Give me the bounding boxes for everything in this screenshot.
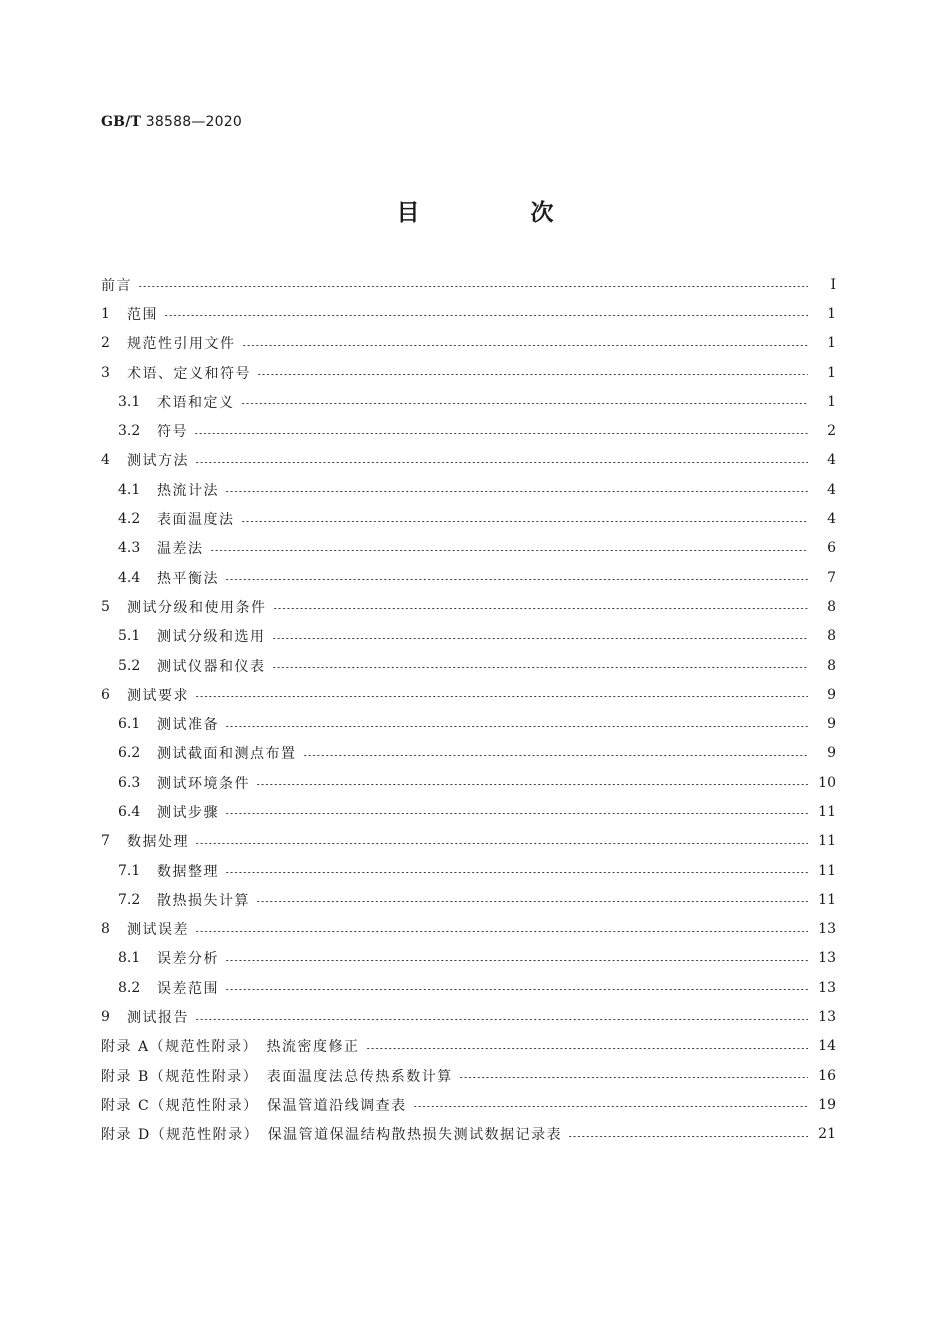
toc-entry-page: 13 — [818, 979, 836, 996]
dot-leader — [225, 989, 808, 990]
standard-code: 38588—2020 — [145, 114, 242, 130]
toc-entry-number: 3 — [101, 364, 110, 381]
dot-leader — [225, 579, 808, 580]
dot-leader — [568, 1136, 808, 1137]
toc-entry-label: 测试步骤 — [157, 804, 219, 821]
toc-entry[interactable] — [101, 768, 836, 797]
toc-entry[interactable] — [101, 563, 836, 592]
toc-entry-number: 6.2 — [118, 745, 141, 762]
toc-entry-label: 测试准备 — [157, 717, 219, 734]
toc-entry-page: 1 — [827, 364, 836, 381]
toc-entry-page: 21 — [818, 1126, 836, 1143]
toc-entry-label: 附录 D（规范性附录） 保温管道保温结构散热损失测试数据记录表 — [101, 1127, 563, 1144]
toc-entry[interactable] — [101, 592, 836, 621]
toc-entry-page: 9 — [827, 686, 836, 703]
toc-entry-number: 8 — [101, 921, 110, 938]
dot-leader — [273, 608, 809, 609]
toc-entry-number: 3.1 — [118, 393, 141, 410]
dot-leader — [366, 1048, 808, 1049]
toc-entry-label: 测试要求 — [127, 687, 189, 704]
toc-entry-page: 4 — [827, 481, 836, 498]
toc-entry[interactable] — [101, 651, 836, 680]
toc-entry-page: 11 — [818, 803, 836, 820]
toc-entry[interactable] — [101, 358, 836, 387]
toc-entry-page: Ⅰ — [830, 276, 836, 293]
toc-entry-page: 9 — [827, 716, 836, 733]
toc-entry-label: 测试环境条件 — [157, 775, 250, 792]
toc-entry-number: 8.2 — [118, 979, 141, 996]
toc-entry[interactable] — [101, 739, 836, 768]
toc-entry-label: 数据整理 — [157, 863, 219, 880]
toc-entry-page: 10 — [818, 774, 836, 791]
toc-entry-label: 测试方法 — [127, 453, 189, 470]
toc-entry-label: 测试仪器和仪表 — [157, 658, 266, 675]
toc-entry-label: 术语和定义 — [157, 394, 235, 411]
toc-entry-label: 误差分析 — [157, 951, 219, 968]
dot-leader — [256, 901, 808, 902]
table-of-contents — [101, 270, 836, 1149]
toc-entry-number: 6.4 — [118, 803, 141, 820]
toc-entry-label: 规范性引用文件 — [127, 336, 236, 353]
toc-entry[interactable] — [101, 416, 836, 445]
toc-entry-number: 4.1 — [118, 481, 141, 498]
toc-entry[interactable] — [101, 1032, 836, 1061]
toc-entry-label: 附录 B（规范性附录） 表面温度法总传热系数计算 — [101, 1068, 453, 1085]
toc-entry-label: 术语、定义和符号 — [127, 365, 251, 382]
toc-entry-label: 前言 — [101, 277, 132, 294]
dot-leader — [241, 403, 809, 404]
page-title: 目 次 — [396, 200, 598, 226]
toc-entry-label: 散热损失计算 — [157, 892, 250, 909]
toc-entry-label: 测试误差 — [127, 922, 189, 939]
toc-entry[interactable] — [101, 1120, 836, 1149]
dot-leader — [225, 726, 808, 727]
dot-leader — [256, 784, 808, 785]
toc-entry[interactable] — [101, 387, 836, 416]
dot-leader — [303, 755, 809, 756]
toc-entry[interactable] — [101, 973, 836, 1002]
toc-entry[interactable] — [101, 856, 836, 885]
dot-leader — [138, 286, 808, 287]
toc-entry[interactable] — [101, 915, 836, 944]
dot-leader — [272, 667, 809, 668]
toc-entry-number: 7 — [101, 833, 110, 850]
toc-entry[interactable] — [101, 680, 836, 709]
toc-entry-number: 6.1 — [118, 716, 141, 733]
toc-entry[interactable] — [101, 270, 836, 299]
toc-entry[interactable] — [101, 885, 836, 914]
toc-entry-page: 8 — [827, 657, 836, 674]
toc-entry-page: 4 — [827, 511, 836, 528]
toc-entry-label: 热平衡法 — [157, 570, 219, 587]
toc-entry-number: 6 — [101, 686, 110, 703]
toc-entry-label: 符号 — [157, 424, 188, 441]
toc-entry-number: 7.2 — [118, 891, 141, 908]
toc-entry-label: 范围 — [127, 306, 158, 323]
toc-entry-label: 温差法 — [157, 541, 204, 558]
standard-prefix: GB/T — [101, 114, 142, 130]
toc-entry-page: 19 — [818, 1096, 836, 1113]
toc-entry-page: 11 — [818, 862, 836, 879]
toc-entry-number: 6.3 — [118, 774, 141, 791]
toc-entry-page: 1 — [827, 335, 836, 352]
dot-leader — [225, 491, 808, 492]
standard-number — [101, 114, 242, 130]
toc-entry-number: 5 — [101, 598, 110, 615]
toc-entry[interactable] — [101, 504, 836, 533]
toc-entry-label: 热流计法 — [157, 482, 219, 499]
toc-entry[interactable] — [101, 534, 836, 563]
toc-entry-page: 4 — [827, 452, 836, 469]
dot-leader — [195, 462, 808, 463]
toc-entry-label: 测试分级和选用 — [157, 629, 266, 646]
toc-entry-number: 3.2 — [118, 423, 141, 440]
dot-leader — [164, 315, 808, 316]
dot-leader — [413, 1106, 808, 1107]
toc-entry-number: 8.1 — [118, 950, 141, 967]
toc-entry[interactable] — [101, 1090, 836, 1119]
toc-entry-page: 9 — [827, 745, 836, 762]
toc-entry-label: 附录 C（规范性附录） 保温管道沿线调查表 — [101, 1097, 407, 1114]
toc-entry-page: 14 — [818, 1038, 836, 1055]
toc-entry-page: 6 — [827, 540, 836, 557]
toc-entry-page: 16 — [818, 1067, 836, 1084]
dot-leader — [225, 960, 808, 961]
toc-entry-number: 4.4 — [118, 569, 141, 586]
toc-entry-number: 4 — [101, 452, 110, 469]
dot-leader — [241, 521, 809, 522]
toc-entry-page: 13 — [818, 950, 836, 967]
toc-entry[interactable] — [101, 709, 836, 738]
toc-entry[interactable] — [101, 299, 836, 328]
toc-entry-page: 11 — [818, 891, 836, 908]
toc-entry-page: 2 — [827, 423, 836, 440]
toc-entry-page: 7 — [827, 569, 836, 586]
dot-leader — [195, 696, 808, 697]
toc-entry-label: 测试分级和使用条件 — [127, 599, 267, 616]
toc-entry[interactable] — [101, 475, 836, 504]
toc-entry-label: 测试截面和测点布置 — [157, 746, 297, 763]
toc-entry-number: 2 — [101, 335, 110, 352]
toc-entry-number: 5.2 — [118, 657, 141, 674]
toc-entry-label: 数据处理 — [127, 834, 189, 851]
toc-entry-label: 误差范围 — [157, 980, 219, 997]
toc-entry-number: 9 — [101, 1009, 110, 1026]
toc-entry-number: 4.2 — [118, 511, 141, 528]
toc-entry-page: 13 — [818, 1009, 836, 1026]
toc-entry-page: 8 — [827, 598, 836, 615]
toc-entry-number: 4.3 — [118, 540, 141, 557]
toc-entry-number: 7.1 — [118, 862, 141, 879]
toc-entry-label: 测试报告 — [127, 1010, 189, 1027]
toc-entry[interactable] — [101, 446, 836, 475]
toc-entry-page: 8 — [827, 628, 836, 645]
toc-entry-page: 1 — [827, 305, 836, 322]
toc-entry-label: 附录 A（规范性附录） 热流密度修正 — [101, 1039, 360, 1056]
toc-entry[interactable] — [101, 944, 836, 973]
toc-entry[interactable] — [101, 797, 836, 826]
toc-entry[interactable] — [101, 827, 836, 856]
dot-leader — [195, 931, 808, 932]
toc-entry[interactable] — [101, 1002, 836, 1031]
dot-leader — [242, 345, 809, 346]
toc-entry[interactable] — [101, 329, 836, 358]
dot-leader — [194, 433, 808, 434]
toc-entry-number: 5.1 — [118, 628, 141, 645]
toc-entry-page: 1 — [827, 393, 836, 410]
dot-leader — [225, 872, 808, 873]
toc-entry[interactable] — [101, 622, 836, 651]
dot-leader — [272, 638, 809, 639]
dot-leader — [195, 843, 808, 844]
toc-entry[interactable] — [101, 1061, 836, 1090]
toc-entry-label: 表面温度法 — [157, 512, 235, 529]
toc-entry-number: 1 — [101, 305, 110, 322]
dot-leader — [459, 1077, 808, 1078]
dot-leader — [210, 550, 809, 551]
toc-entry-page: 11 — [818, 833, 836, 850]
dot-leader — [257, 374, 808, 375]
dot-leader — [195, 1019, 808, 1020]
toc-entry-page: 13 — [818, 921, 836, 938]
dot-leader — [225, 813, 808, 814]
